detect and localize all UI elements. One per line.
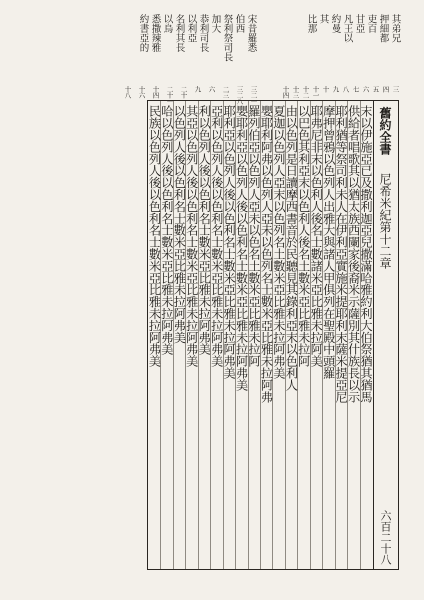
verse-number: 五 bbox=[371, 86, 380, 92]
text-column: 以色列人後以色利名士數米亞比雅未拉阿弗美 bbox=[172, 105, 187, 344]
header-label: 凡王以 bbox=[341, 14, 353, 43]
verse-number: 九 bbox=[331, 86, 340, 92]
text-column: 利以色列人後以色利名士數米亞比雅未拉阿弗美 bbox=[197, 105, 212, 355]
book-title: 舊約全書 bbox=[378, 107, 392, 155]
text-column: 亞利以色列人後以色利名士數米亞比雅未拉阿弗美 bbox=[209, 105, 224, 367]
text-column: 嬰耶利亞以色列人後以色利名士數米亞比雅未拉阿弗美 bbox=[234, 105, 249, 391]
verse-number: 十六 bbox=[137, 86, 146, 98]
verse-number: 二十一 bbox=[165, 86, 174, 104]
text-column: 由以色列是日讀摩西書音於民聽見其錄利亞末以色利人 bbox=[284, 105, 299, 391]
verse-number: 十八 bbox=[123, 86, 132, 98]
verse-number: 二十 bbox=[179, 86, 188, 98]
verse-number: 八 bbox=[341, 86, 350, 92]
verse-number: 十二 bbox=[301, 86, 310, 98]
verse-number: 三 bbox=[391, 86, 400, 92]
verse-number: 九 bbox=[193, 86, 202, 92]
header-left-line: 伯西 bbox=[233, 14, 245, 33]
text-column: 哈以色列人後以色利名士數米亞比雅未拉阿弗美 bbox=[159, 105, 174, 355]
header-label: 甘亞 bbox=[353, 14, 365, 33]
header-label: 約曼 bbox=[329, 14, 341, 33]
header-label: 押細都 bbox=[377, 14, 389, 43]
text-column: 末以伊施亞已及撒利迦亞兒撒滿哈雅約利大伯祭猶其猶馬 bbox=[359, 105, 373, 403]
text-column: 摩押曾鴉以色列人出雅大與諸人甲俱列在聖殿中頭羅 bbox=[321, 105, 336, 379]
verse-number: 四 bbox=[381, 86, 390, 92]
header-label: 比那 bbox=[305, 14, 317, 33]
verse-number: 六 bbox=[361, 86, 370, 92]
margin-column bbox=[373, 101, 392, 569]
verse-number: 七 bbox=[351, 86, 360, 92]
verse-number: 十四 bbox=[151, 86, 160, 98]
verse-number: 十三 bbox=[291, 86, 300, 98]
verse-number: 十一 bbox=[311, 86, 320, 98]
text-column: 以巴色其利亞末以色利人後名土數米亞比雅未拉阿 bbox=[296, 105, 311, 367]
header-label: 其弟兄 bbox=[389, 14, 401, 43]
header-left-line: 祭利祭司長 bbox=[221, 14, 233, 62]
header-left-line: 恭利司長 bbox=[197, 14, 209, 52]
text-column: 嬰耶利阿弗以色列人亞未以色列名士數米亞比雅未拉阿弗 bbox=[259, 105, 274, 403]
verse-number: 三二一 bbox=[249, 86, 258, 104]
text-column: 耶弗尼非末以色利人後名士數諸米亞比雅未拉阿美 bbox=[309, 105, 324, 367]
header-label: 其 bbox=[317, 14, 329, 24]
text-column: 民族以色列人後以色利名士數米亞比雅未拉阿弗美 bbox=[147, 105, 162, 367]
header-left-line: 悉撒辣雅 bbox=[149, 14, 161, 52]
text-column: 羅列伯亞以色列人亞未以色名土數米亞比雅未拉阿 bbox=[247, 105, 261, 367]
text-column: 其亞以色列人後以色利名士數米亞比雅未拉阿弗美 bbox=[184, 105, 199, 367]
verse-number: 六 bbox=[207, 86, 216, 92]
text-frame bbox=[147, 100, 399, 570]
verse-number: 三二八 bbox=[235, 86, 244, 104]
text-column: 夏迦以色列人亞末以色列名土數米亞比雅未拉阿弗美 bbox=[271, 105, 286, 379]
header-label: 吏百 bbox=[365, 14, 377, 33]
header-left-line: 宋昔羅悉 bbox=[245, 14, 257, 52]
chapter-title: 尼希米紀第十二章 bbox=[378, 173, 392, 269]
verse-number: 十 bbox=[321, 86, 330, 92]
header-left-line: 以烏 bbox=[161, 14, 173, 33]
verse-number: 十四 bbox=[281, 86, 290, 98]
header-left-line: 名利其長 bbox=[173, 14, 185, 52]
text-column: 供給者唱歌其以猶太族西闌家後裔米示薩別其什族長以示 bbox=[346, 105, 361, 403]
text-column: 耶利猶等祭司利未人在伊利亞實施米提耶利末薩米提亞尼 bbox=[334, 105, 349, 403]
text-column: 耶利亞以色列人後以色利名士數米亞比雅未拉阿弗美 bbox=[222, 105, 237, 379]
page-number: 六百二十八 bbox=[379, 510, 392, 565]
header-left-line: 約書亞的 bbox=[137, 14, 149, 52]
verse-number: 二三 bbox=[221, 86, 230, 98]
header-left-line: 加大 bbox=[209, 14, 221, 33]
header-left-line: 以利亞 bbox=[185, 14, 197, 43]
